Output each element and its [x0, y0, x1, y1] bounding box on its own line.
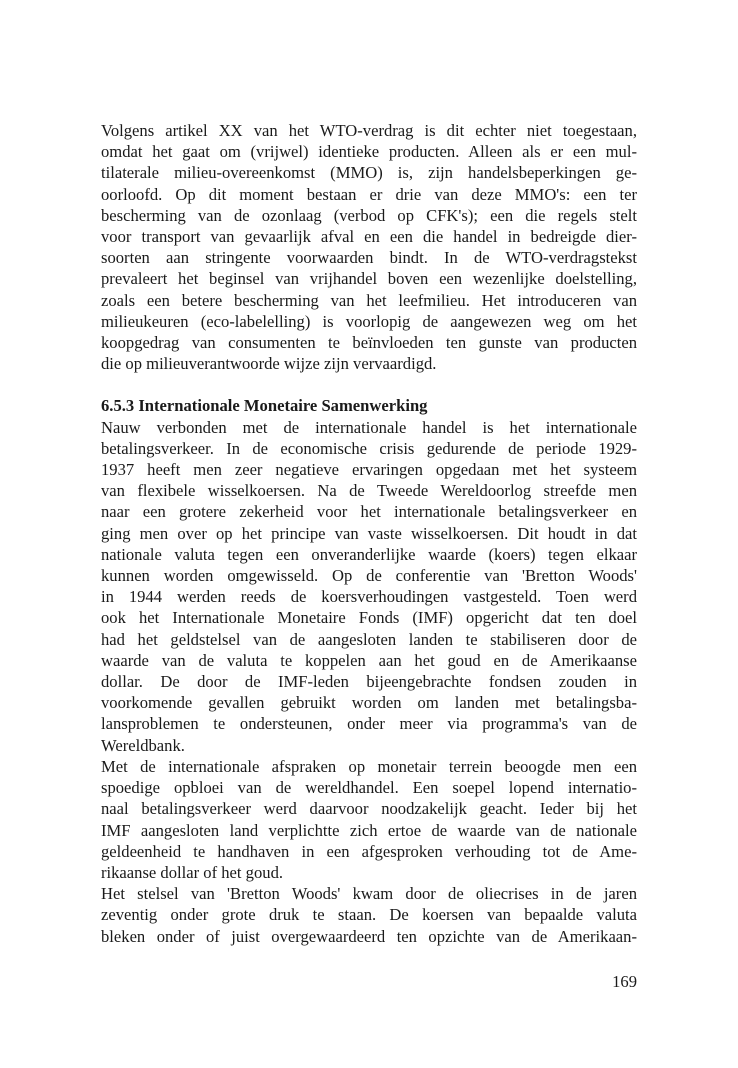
text-line: lansproblemen te ondersteunen, onder meer via programma's van de	[101, 714, 637, 734]
text-line: zoals een betere bescherming van het leefmilieu. Het introduceren van	[101, 290, 637, 310]
text-line: prevaleert het beginsel van vrijhandel boven een wezenlijke doelstelling,	[101, 269, 637, 289]
text-line: 1937 heeft men zeer negatieve ervaringen opgedaan met het systeem	[101, 460, 637, 480]
text-line: naar een grotere zekerheid voor het internationale betalingsverkeer en	[101, 502, 637, 522]
text-line: bescherming van de ozonlaag (verbod op CFK's); een die regels stelt	[101, 205, 637, 225]
text-line: soorten aan stringente voorwaarden bindt. In de WTO-verdragstekst	[101, 248, 637, 268]
text-line: omdat het gaat om (vrijwel) identieke producten. Alleen als er een mul-	[101, 142, 637, 162]
text-column	[101, 120, 637, 947]
section-heading: 6.5.3 Internationale Monetaire Samenwerking	[101, 396, 428, 416]
text-line: bleken onder of juist overgewaardeerd ten opzichte van de Amerikaan-	[101, 926, 637, 946]
text-line: koopgedrag van consumenten te beïnvloeden ten gunste van producten	[101, 333, 637, 353]
text-line: in 1944 werden reeds de koersverhoudingen vastgesteld. Toen werd	[101, 587, 637, 607]
text-line: zeventig onder grote druk te staan. De koersen van bepaalde valuta	[101, 905, 637, 925]
text-line: dollar. De door de IMF-leden bijeengebrachte fondsen zouden in	[101, 672, 637, 692]
text-line: nationale valuta tegen een onveranderlijke waarde (koers) tegen elkaar	[101, 544, 637, 564]
paragraph-wto-environment	[101, 120, 637, 374]
text-line: voor transport van gevaarlijk afval en een die handel in bedreigde dier-	[101, 227, 637, 247]
text-line: tilaterale milieu-overeenkomst (MMO) is, zijn handelsbeperkingen ge-	[101, 163, 637, 183]
text-line: Het stelsel van 'Bretton Woods' kwam door de oliecrises in de jaren	[101, 884, 637, 904]
paragraph-international-payments	[101, 417, 637, 756]
text-line: Nauw verbonden met de internationale handel is het internationale	[101, 417, 637, 437]
text-line: Wereldbank.	[101, 735, 185, 755]
text-line: Met de internationale afspraken op monetair terrein beoogde men een	[101, 756, 637, 776]
text-line: IMF aangesloten land verplichtte zich ertoe de waarde van de nationale	[101, 820, 637, 840]
text-line: milieukeuren (eco-labelelling) is voorlopig de aangewezen weg om het	[101, 311, 637, 331]
paragraph-bretton-woods-pressure	[101, 883, 637, 947]
text-line: die op milieuverantwoorde wijze zijn vervaardigd.	[101, 354, 437, 374]
text-line: waarde van de valuta te koppelen aan het goud en de Amerikaanse	[101, 650, 637, 670]
text-line: Volgens artikel XX van het WTO-verdrag is dit echter niet toegestaan,	[101, 121, 637, 140]
text-line: had het geldstelsel van de aangesloten landen te stabiliseren door de	[101, 629, 637, 649]
text-line: naal betalingsverkeer werd daarvoor noodzakelijk geacht. Ieder bij het	[101, 799, 637, 819]
text-line: betalingsverkeer. In de economische crisis gedurende de periode 1929-	[101, 438, 637, 458]
text-line: ging men over op het principe van vaste wisselkoersen. Dit houdt in dat	[101, 523, 637, 543]
text-line: oorloofd. Op dit moment bestaan er drie van deze MMO's: een ter	[101, 184, 637, 204]
page-number: 169	[612, 972, 637, 991]
text-line: geldeenheid te handhaven in een afgesproken verhouding tot de Ame-	[101, 841, 637, 861]
text-line: voorkomende gevallen gebruikt worden om landen met betalingsba-	[101, 693, 637, 713]
text-line: ook het Internationale Monetaire Fonds (IMF) opgericht dat ten doel	[101, 608, 637, 628]
text-line: kunnen worden omgewisseld. Op de conferentie van 'Bretton Woods'	[101, 566, 637, 586]
text-line: van flexibele wisselkoersen. Na de Tweede Wereldoorlog streefde men	[101, 481, 637, 501]
text-line: rikaanse dollar of het goud.	[101, 862, 284, 882]
text-line: spoedige opbloei van de wereldhandel. Een soepel lopend internatio-	[101, 778, 637, 798]
paragraph-monetary-agreements	[101, 756, 637, 883]
